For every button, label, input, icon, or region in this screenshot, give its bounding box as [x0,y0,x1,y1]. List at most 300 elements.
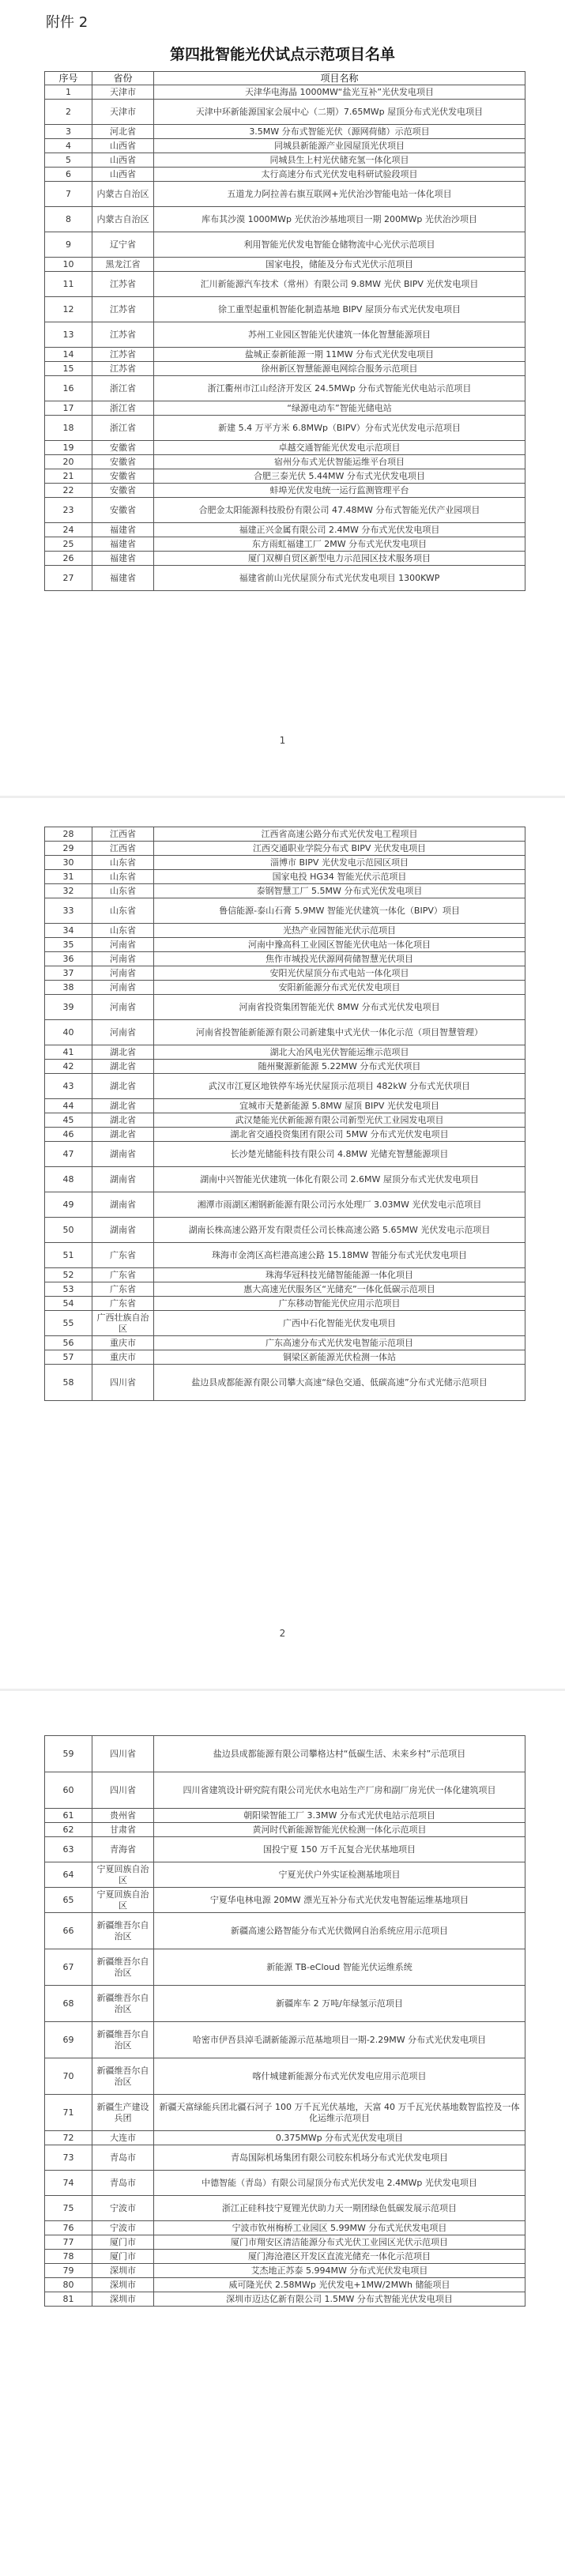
cell-name: 安阳光伏屋顶分布式电站一体化项目 [154,966,525,981]
cell-no: 70 [45,2058,92,2095]
table-row [45,182,525,207]
table-row [45,484,525,498]
cell-province: 江苏省 [92,348,154,362]
cell-name: 新能源 TB-eCloud 智能光伏运维系统 [154,1949,525,1986]
cell-no: 47 [45,1142,92,1167]
cell-name: 太行高速分布式光伏发电科研试验段项目 [154,168,525,182]
cell-province: 内蒙古自治区 [92,182,154,207]
cell-province: 河南省 [92,1020,154,1045]
cell-name: 浙江正硅科技宁夏锂光伏助力天一期团绿色低碳发展示范项目 [154,2196,525,2221]
cell-name: 宜城市天楚新能源 5.8MW 屋顶 BIPV 光伏发电项目 [154,1099,525,1113]
table-row [45,1113,525,1128]
cell-province: 宁波市 [92,2196,154,2221]
cell-name: 盐边县成都能源有限公司攀格达村“低碳生活、未来乡村”示范项目 [154,1736,525,1772]
cell-name: 青岛国际机场集团有限公司胶东机场分布式光伏发电项目 [154,2145,525,2171]
cell-name: 厦门市翔安区清洁能源分布式光伏工业园区光伏示范项目 [154,2235,525,2250]
cell-no: 41 [45,1045,92,1060]
table-row [45,100,525,125]
cell-province: 辽宁省 [92,232,154,258]
cell-province: 河南省 [92,938,154,952]
table-row [45,2264,525,2278]
cell-no: 46 [45,1128,92,1142]
table-row [45,232,525,258]
table-row [45,1311,525,1336]
table-row [45,1949,525,1986]
cell-province: 青海省 [92,1837,154,1862]
cell-no: 44 [45,1099,92,1113]
cell-name: 中德智能（青岛）有限公司屋顶分布式光伏发电 2.4MWp 光伏发电项目 [154,2171,525,2196]
cell-name: 湖南长株高速公路开发有限责任公司长株高速公路 5.65MW 光伏发电示范项目 [154,1218,525,1243]
table-row [45,1060,525,1074]
cell-no: 51 [45,1243,92,1268]
cell-no: 65 [45,1888,92,1913]
cell-name: 江西省高速公路分布式光伏发电工程项目 [154,827,525,842]
cell-name: 珠海市金湾区高栏港高速公路 15.18MW 智能分布式光伏发电项目 [154,1243,525,1268]
cell-name: 湖北大冶风电光伏智能运维示范项目 [154,1045,525,1060]
cell-name: 苏州工业园区智能光伏建筑一体化智慧能源项目 [154,322,525,348]
table-row [45,898,525,924]
cell-name: 合肥三泰光伏 5.44MW 分布式光伏发电项目 [154,469,525,484]
page-1 [0,0,565,798]
cell-name: 厦门海沧港区开发区直流光储充一体化示范项目 [154,2250,525,2264]
project-table-page-2 [44,827,525,1401]
cell-province: 福建省 [92,537,154,552]
table-row [45,469,525,484]
cell-name: 铜梁区新能源光伏检测一体站 [154,1350,525,1365]
cell-no: 53 [45,1282,92,1297]
cell-province: 厦门市 [92,2235,154,2250]
cell-province: 山东省 [92,884,154,898]
table-row [45,966,525,981]
cell-province: 山西省 [92,139,154,153]
table-row [45,1772,525,1809]
cell-province: 宁波市 [92,2221,154,2235]
cell-name: 福建省前山光伏屋顶分布式光伏发电项目 1300KWP [154,566,525,591]
cell-no: 42 [45,1060,92,1074]
cell-no: 16 [45,376,92,401]
cell-province: 湖南省 [92,1142,154,1167]
cell-province: 四川省 [92,1772,154,1809]
cell-province: 安徽省 [92,441,154,455]
cell-name: 卓越交通智能光伏发电示范项目 [154,441,525,455]
cell-province: 湖南省 [92,1167,154,1192]
cell-province: 江苏省 [92,272,154,297]
cell-province: 江苏省 [92,322,154,348]
cell-province: 黑龙江省 [92,258,154,272]
cell-province: 湖北省 [92,1074,154,1099]
cell-no: 12 [45,297,92,322]
cell-province: 重庆市 [92,1350,154,1365]
cell-name: 宁夏光伏户外实证检测基地项目 [154,1862,525,1888]
cell-name: 惠大高速光伏服务区“光储充”一体化低碳示范项目 [154,1282,525,1297]
table-row [45,1297,525,1311]
cell-name: 厦门双柳自贸区新型电力示范园区技术服务项目 [154,552,525,566]
cell-name: 蚌埠光伏发电统一运行监测管理平台 [154,484,525,498]
cell-no: 29 [45,842,92,856]
cell-name: 广东高速分布式光伏发电智能示范项目 [154,1336,525,1350]
cell-no: 79 [45,2264,92,2278]
table-row [45,1986,525,2022]
table-row [45,1218,525,1243]
table-row [45,566,525,591]
cell-no: 35 [45,938,92,952]
table-row [45,1128,525,1142]
cell-province: 厦门市 [92,2250,154,2264]
cell-no: 1 [45,85,92,100]
table-row [45,2095,525,2131]
table-row [45,856,525,870]
table-row [45,870,525,884]
cell-name: 浙江衢州市江山经济开发区 24.5MWp 分布式智能光伏电站示范项目 [154,376,525,401]
header-name: 项目名称 [154,72,525,85]
cell-name: 广西中石化智能光伏发电项目 [154,1311,525,1336]
cell-no: 49 [45,1192,92,1218]
table-row [45,1809,525,1823]
cell-province: 山东省 [92,898,154,924]
cell-name: 新疆库车 2 万吨/年绿氢示范项目 [154,1986,525,2022]
cell-no: 60 [45,1772,92,1809]
cell-no: 37 [45,966,92,981]
cell-province: 宁夏回族自治区 [92,1888,154,1913]
cell-name: 湘潭市雨湖区湘钢新能源有限公司污水处理厂 3.03MW 光伏发电示范项目 [154,1192,525,1218]
cell-no: 71 [45,2095,92,2131]
table-row [45,401,525,416]
table-row [45,85,525,100]
cell-no: 39 [45,995,92,1020]
table-row [45,552,525,566]
cell-name: 盐城正泰新能源一期 11MW 分布式光伏发电项目 [154,348,525,362]
cell-no: 68 [45,1986,92,2022]
cell-name: 光热产业园智能光伏示范项目 [154,924,525,938]
cell-no: 32 [45,884,92,898]
table-row [45,2196,525,2221]
table-row [45,2292,525,2307]
table-row [45,498,525,523]
cell-no: 19 [45,441,92,455]
cell-no: 81 [45,2292,92,2307]
cell-no: 31 [45,870,92,884]
cell-province: 新疆维吾尔自治区 [92,2058,154,2095]
table-row [45,416,525,441]
table-row [45,272,525,297]
table-row [45,1142,525,1167]
cell-province: 安徽省 [92,484,154,498]
cell-name: 河南中豫高科工业园区智能光伏电站一体化项目 [154,938,525,952]
cell-province: 内蒙古自治区 [92,207,154,232]
attachment-label: 附件 2 [46,14,89,31]
cell-province: 广西壮族自治区 [92,1311,154,1336]
cell-province: 四川省 [92,1736,154,1772]
cell-no: 45 [45,1113,92,1128]
cell-no: 5 [45,153,92,168]
table-row [45,139,525,153]
cell-no: 15 [45,362,92,376]
cell-province: 河南省 [92,966,154,981]
cell-province: 安徽省 [92,469,154,484]
cell-no: 36 [45,952,92,966]
cell-no: 62 [45,1823,92,1837]
cell-no: 55 [45,1311,92,1336]
cell-no: 7 [45,182,92,207]
page-3 [0,1691,565,2576]
table-row [45,924,525,938]
cell-name: 河南省投资集团智能光伏 8MW 分布式光伏发电项目 [154,995,525,1020]
cell-province: 安徽省 [92,498,154,523]
table-row [45,297,525,322]
cell-province: 山东省 [92,870,154,884]
cell-no: 26 [45,552,92,566]
table-row [45,842,525,856]
cell-province: 广东省 [92,1282,154,1297]
cell-province: 青岛市 [92,2171,154,2196]
cell-no: 23 [45,498,92,523]
project-table-page-3 [44,1735,525,2307]
header-province: 省份 [92,72,154,85]
table-row [45,995,525,1020]
cell-no: 27 [45,566,92,591]
cell-province: 江西省 [92,827,154,842]
cell-name: 哈密市伊吾县淖毛湖新能源示范基地项目一期-2.29MW 分布式光伏发电项目 [154,2022,525,2058]
table-header-row [45,72,525,85]
table-row [45,827,525,842]
cell-name: 广东移动智能光伏应用示范项目 [154,1297,525,1311]
cell-province: 湖北省 [92,1128,154,1142]
table-row [45,1192,525,1218]
cell-province: 安徽省 [92,455,154,469]
cell-name: 武汉楚能光伏新能源有限公司新型光伏工业园发电项目 [154,1113,525,1128]
cell-name: 3.5MW 分布式智能光伏（源网荷储）示范项目 [154,125,525,139]
cell-no: 9 [45,232,92,258]
project-table-page-1 [44,71,525,591]
cell-name: 新建 5.4 万平方米 6.8MWp（BIPV）分布式光伏发电示范项目 [154,416,525,441]
cell-name: 江西交通职业学院分布式 BIPV 光伏发电项目 [154,842,525,856]
table-row [45,1045,525,1060]
cell-name: “绿源电动车”智能光储电站 [154,401,525,416]
cell-province: 湖南省 [92,1192,154,1218]
cell-province: 福建省 [92,552,154,566]
cell-no: 59 [45,1736,92,1772]
cell-province: 河南省 [92,952,154,966]
cell-province: 新疆维吾尔自治区 [92,1949,154,1986]
cell-province: 河北省 [92,125,154,139]
cell-no: 3 [45,125,92,139]
cell-no: 20 [45,455,92,469]
cell-province: 江西省 [92,842,154,856]
cell-province: 深圳市 [92,2278,154,2292]
cell-name: 深圳市迈达亿新有限公司 1.5MW 分布式智能光伏发电项目 [154,2292,525,2307]
cell-province: 浙江省 [92,376,154,401]
cell-no: 73 [45,2145,92,2171]
cell-no: 21 [45,469,92,484]
cell-name: 宁波市钦州梅桥工业园区 5.99MW 分布式光伏发电项目 [154,2221,525,2235]
cell-province: 浙江省 [92,401,154,416]
cell-no: 69 [45,2022,92,2058]
table-row [45,1268,525,1282]
cell-province: 新疆维吾尔自治区 [92,1913,154,1949]
table-row [45,376,525,401]
cell-no: 50 [45,1218,92,1243]
cell-province: 湖南省 [92,1218,154,1243]
cell-no: 28 [45,827,92,842]
cell-province: 湖北省 [92,1099,154,1113]
table-row [45,455,525,469]
cell-province: 山西省 [92,168,154,182]
cell-no: 63 [45,1837,92,1862]
table-row [45,2278,525,2292]
cell-province: 深圳市 [92,2264,154,2278]
cell-province: 重庆市 [92,1336,154,1350]
table-row [45,938,525,952]
cell-name: 长沙楚光储能科技有限公司 4.8MW 光储充智慧能源项目 [154,1142,525,1167]
cell-no: 48 [45,1167,92,1192]
cell-province: 宁夏回族自治区 [92,1862,154,1888]
cell-province: 山东省 [92,924,154,938]
cell-province: 江苏省 [92,297,154,322]
cell-no: 30 [45,856,92,870]
cell-no: 64 [45,1862,92,1888]
cell-name: 艾杰地正苏泰 5.994MW 分布式光伏发电项目 [154,2264,525,2278]
cell-no: 11 [45,272,92,297]
cell-no: 25 [45,537,92,552]
cell-name: 国投宁夏 150 万千瓦复合光伏基地项目 [154,1837,525,1862]
cell-name: 同城县新能源产业园屋顶光伏项目 [154,139,525,153]
page-number: 2 [279,1628,286,1639]
cell-no: 67 [45,1949,92,1986]
table-row [45,1282,525,1297]
table-row [45,348,525,362]
cell-name: 焦作市城投光伏源网荷储智慧光伏项目 [154,952,525,966]
cell-province: 广东省 [92,1268,154,1282]
cell-no: 22 [45,484,92,498]
table-row [45,537,525,552]
cell-name: 宁夏华电林电源 20MW 漂光互补分布式光伏发电智能运维基地项目 [154,1888,525,1913]
cell-no: 80 [45,2278,92,2292]
cell-no: 24 [45,523,92,537]
cell-province: 青岛市 [92,2145,154,2171]
cell-no: 8 [45,207,92,232]
cell-name: 福建正兴金属有限公司 2.4MW 分布式光伏发电项目 [154,523,525,537]
cell-no: 56 [45,1336,92,1350]
cell-name: 随州聚源新能源 5.22MW 分布式光伏项目 [154,1060,525,1074]
cell-province: 湖北省 [92,1113,154,1128]
cell-name: 利用智能光伏发电智能仓储物流中心光伏示范项目 [154,232,525,258]
table-row [45,981,525,995]
cell-no: 72 [45,2131,92,2145]
table-row [45,2022,525,2058]
cell-province: 大连市 [92,2131,154,2145]
cell-name: 安阳新能源分布式光伏发电项目 [154,981,525,995]
table-row [45,1020,525,1045]
table-row [45,1862,525,1888]
table-row [45,1365,525,1401]
cell-name: 0.375MWp 分布式光伏发电项目 [154,2131,525,2145]
cell-name: 新疆高速公路智能分布式光伏微网自治系统应用示范项目 [154,1913,525,1949]
table-row [45,207,525,232]
cell-no: 14 [45,348,92,362]
cell-name: 威可隆光伏 2.58MWp 光伏发电+1MW/2MWh 储能项目 [154,2278,525,2292]
cell-no: 17 [45,401,92,416]
cell-name: 天津华电海晶 1000MW“盐光互补”光伏发电项目 [154,85,525,100]
table-row [45,1823,525,1837]
cell-no: 66 [45,1913,92,1949]
cell-province: 浙江省 [92,416,154,441]
cell-no: 58 [45,1365,92,1401]
cell-province: 新疆生产建设兵团 [92,2095,154,2131]
table-row [45,168,525,182]
table-row [45,1099,525,1113]
table-row [45,1736,525,1772]
cell-name: 湖北省交通投资集团有限公司 5MW 分布式光伏发电项目 [154,1128,525,1142]
table-row [45,1336,525,1350]
cell-name: 宿州分布式光伏智能运维平台项目 [154,455,525,469]
table-row [45,523,525,537]
cell-province: 四川省 [92,1365,154,1401]
table-row [45,2131,525,2145]
cell-province: 山东省 [92,856,154,870]
document-title: 第四批智能光伏试点示范项目名单 [169,46,395,63]
table-row [45,952,525,966]
table-row [45,362,525,376]
cell-province: 江苏省 [92,362,154,376]
cell-no: 77 [45,2235,92,2250]
cell-province: 深圳市 [92,2292,154,2307]
cell-name: 五道龙力阿拉善右旗互联网+光伏治沙智能电站一体化项目 [154,182,525,207]
cell-no: 76 [45,2221,92,2235]
table-row [45,2058,525,2095]
cell-name: 同城县生上村光伏储充氢一体化项目 [154,153,525,168]
cell-no: 2 [45,100,92,125]
cell-province: 广东省 [92,1243,154,1268]
cell-no: 6 [45,168,92,182]
table-row [45,1167,525,1192]
cell-no: 54 [45,1297,92,1311]
cell-province: 河南省 [92,981,154,995]
cell-province: 福建省 [92,566,154,591]
table-row [45,1837,525,1862]
table-row [45,258,525,272]
table-row [45,1888,525,1913]
cell-name: 汇川新能源汽车技术（常州）有限公司 9.8MW 光伏 BIPV 光伏发电项目 [154,272,525,297]
page-2 [0,798,565,1691]
cell-name: 盐边县成都能源有限公司攀大高速“绿色交通、低碳高速”分布式光储示范项目 [154,1365,525,1401]
cell-name: 武汉市江夏区地铁停车场光伏屋顶示范项目 482kW 分布式光伏项目 [154,1074,525,1099]
table-row [45,2235,525,2250]
cell-no: 18 [45,416,92,441]
cell-no: 78 [45,2250,92,2264]
cell-no: 61 [45,1809,92,1823]
cell-no: 74 [45,2171,92,2196]
cell-province: 新疆维吾尔自治区 [92,1986,154,2022]
table-row [45,441,525,455]
cell-name: 淄博市 BIPV 光伏发电示范园区项目 [154,856,525,870]
cell-province: 天津市 [92,85,154,100]
table-row [45,1350,525,1365]
cell-province: 山西省 [92,153,154,168]
cell-province: 福建省 [92,523,154,537]
header-no: 序号 [45,72,92,85]
table-row [45,153,525,168]
cell-province: 贵州省 [92,1809,154,1823]
cell-name: 新疆天富绿能兵团北疆石河子 100 万千瓦光伏基地，天富 40 万千瓦光伏基地数智监控及一体化运维示范项目 [154,2095,525,2131]
cell-no: 75 [45,2196,92,2221]
cell-name: 喀什城建新能源分布式光伏发电应用示范项目 [154,2058,525,2095]
table-row [45,1243,525,1268]
cell-no: 34 [45,924,92,938]
table-row [45,2145,525,2171]
cell-name: 珠海华冠科技光储智能能源一体化项目 [154,1268,525,1282]
cell-name: 库布其沙漠 1000MWp 光伏治沙基地项目一期 200MWp 光伏治沙项目 [154,207,525,232]
cell-name: 国家电投 HG34 智能光伏示范项目 [154,870,525,884]
